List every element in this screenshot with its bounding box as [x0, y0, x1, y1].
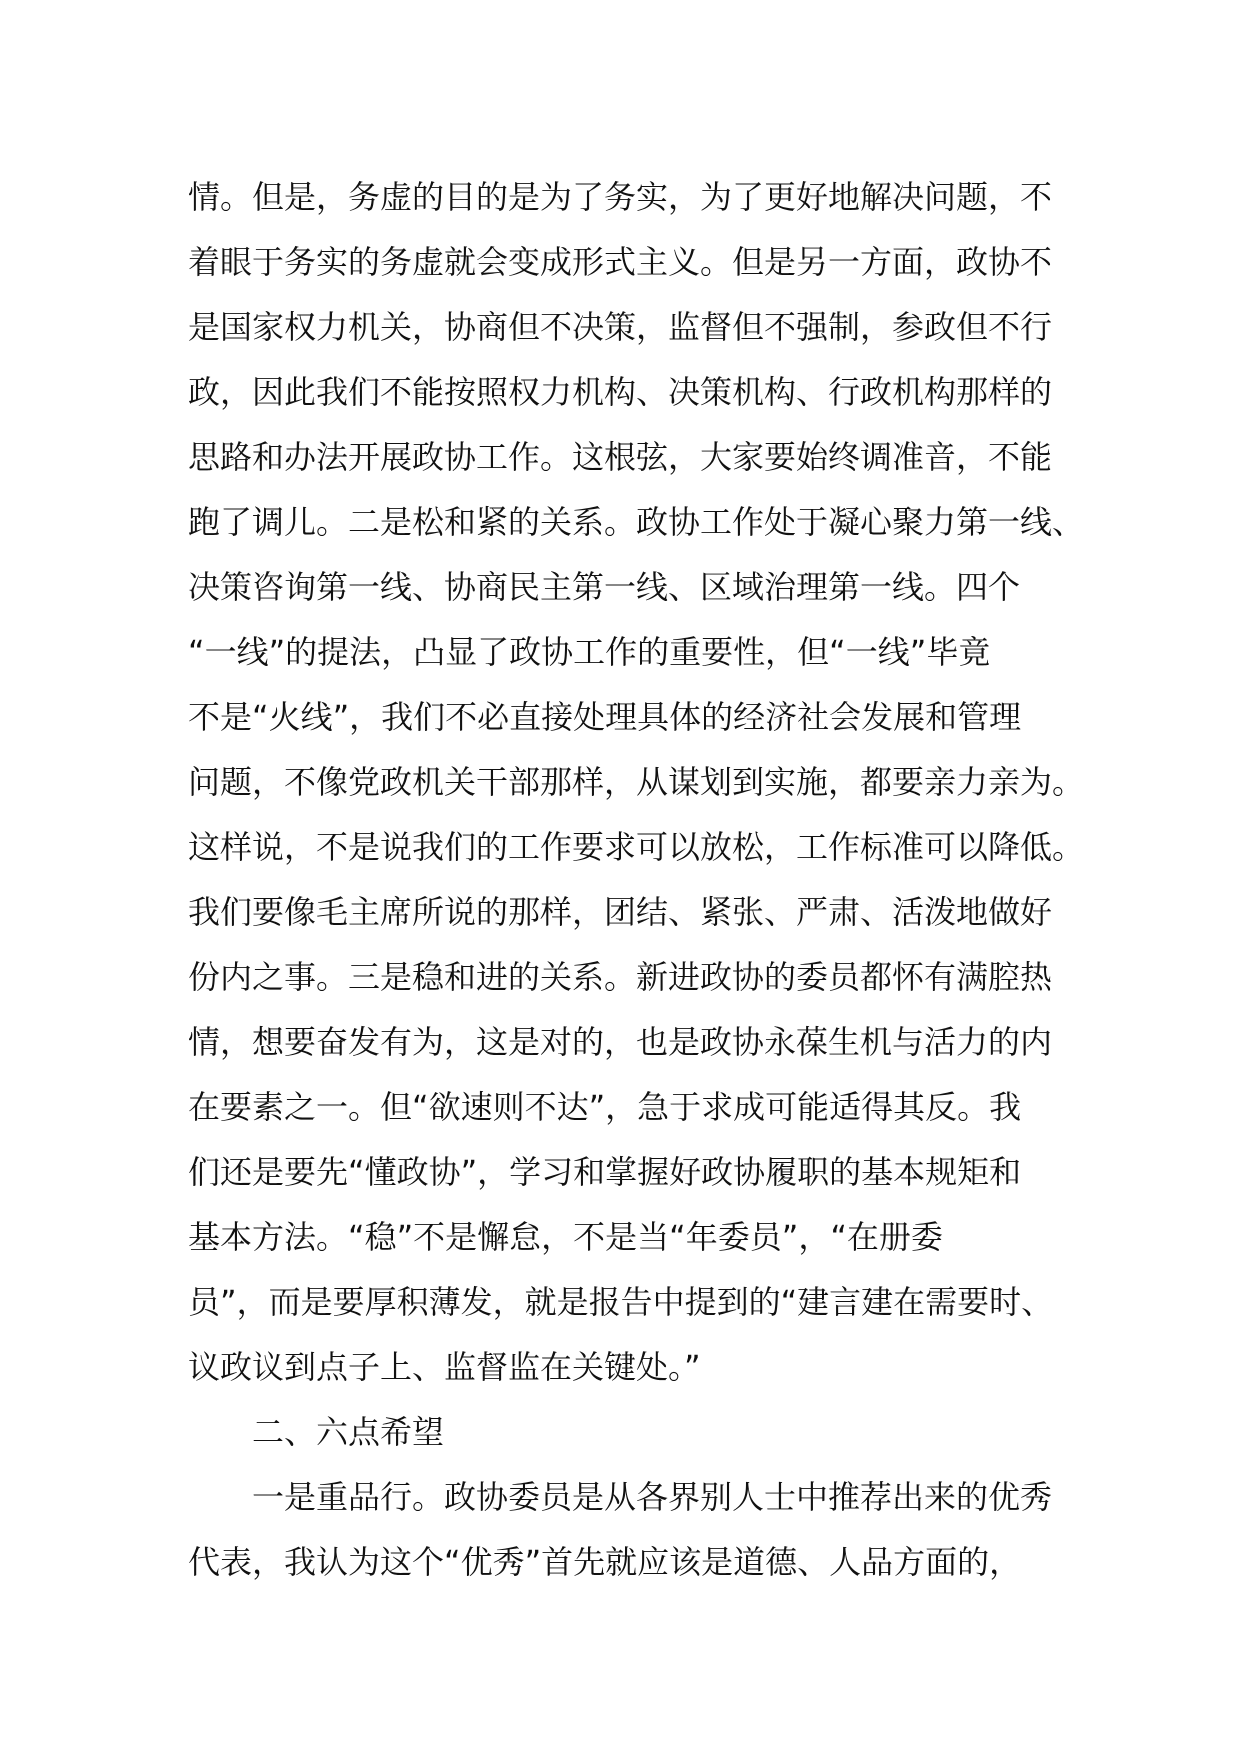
section-heading: 二、六点希望: [252, 1413, 445, 1451]
text-line: 这样说，不是说我们的工作要求可以放松，工作标准可以降低。: [188, 828, 1085, 866]
text-line: 员”，而是要厚积薄发，就是报告中提到的“建言建在需要时、: [188, 1283, 1054, 1321]
text-line: 情。但是，务虚的目的是为了务实，为了更好地解决问题，不: [188, 178, 1053, 216]
text-line: 我们要像毛主席所说的那样，团结、紧张、严肃、活泼地做好: [188, 893, 1053, 931]
text-line: “一线”的提法，凸显了政协工作的重要性，但“一线”毕竟: [188, 633, 991, 671]
text-line: 问题，不像党政机关干部那样，从谋划到实施，都要亲力亲为。: [188, 763, 1085, 801]
text-line: 代表，我认为这个“优秀”首先就应该是道德、人品方面的，: [188, 1543, 1022, 1581]
text-line: 们还是要先“懂政协”，学习和掌握好政协履职的基本规矩和: [188, 1153, 1022, 1191]
text-line: 情，想要奋发有为，这是对的，也是政协永葆生机与活力的内: [188, 1023, 1053, 1061]
text-line: 基本方法。“稳”不是懈怠，不是当“年委员”，“在册委: [188, 1218, 943, 1256]
text-line: 在要素之一。但“欲速则不达”，急于求成可能适得其反。我: [188, 1088, 1022, 1126]
text-line: 份内之事。三是稳和进的关系。新进政协的委员都怀有满腔热: [188, 958, 1053, 996]
text-line: 决策咨询第一线、协商民主第一线、区域治理第一线。四个: [188, 568, 1021, 606]
text-line: 跑了调儿。二是松和紧的关系。政协工作处于凝心聚力第一线、: [188, 503, 1085, 541]
text-line: 议政议到点子上、监督监在关键处。”: [188, 1348, 701, 1386]
text-line: 政，因此我们不能按照权力机构、决策机构、行政机构那样的: [188, 373, 1053, 411]
text-line: 着眼于务实的务虚就会变成形式主义。但是另一方面，政协不: [188, 243, 1053, 281]
text-line: 一是重品行。政协委员是从各界别人士中推荐出来的优秀: [252, 1478, 1053, 1516]
document-page: [188, 165, 1085, 1595]
text-line: 不是“火线”，我们不必直接处理具体的经济社会发展和管理: [188, 698, 1022, 736]
text-line: 思路和办法开展政协工作。这根弦，大家要始终调准音，不能: [188, 438, 1053, 476]
text-line: 是国家权力机关，协商但不决策，监督但不强制，参政但不行: [188, 308, 1053, 346]
